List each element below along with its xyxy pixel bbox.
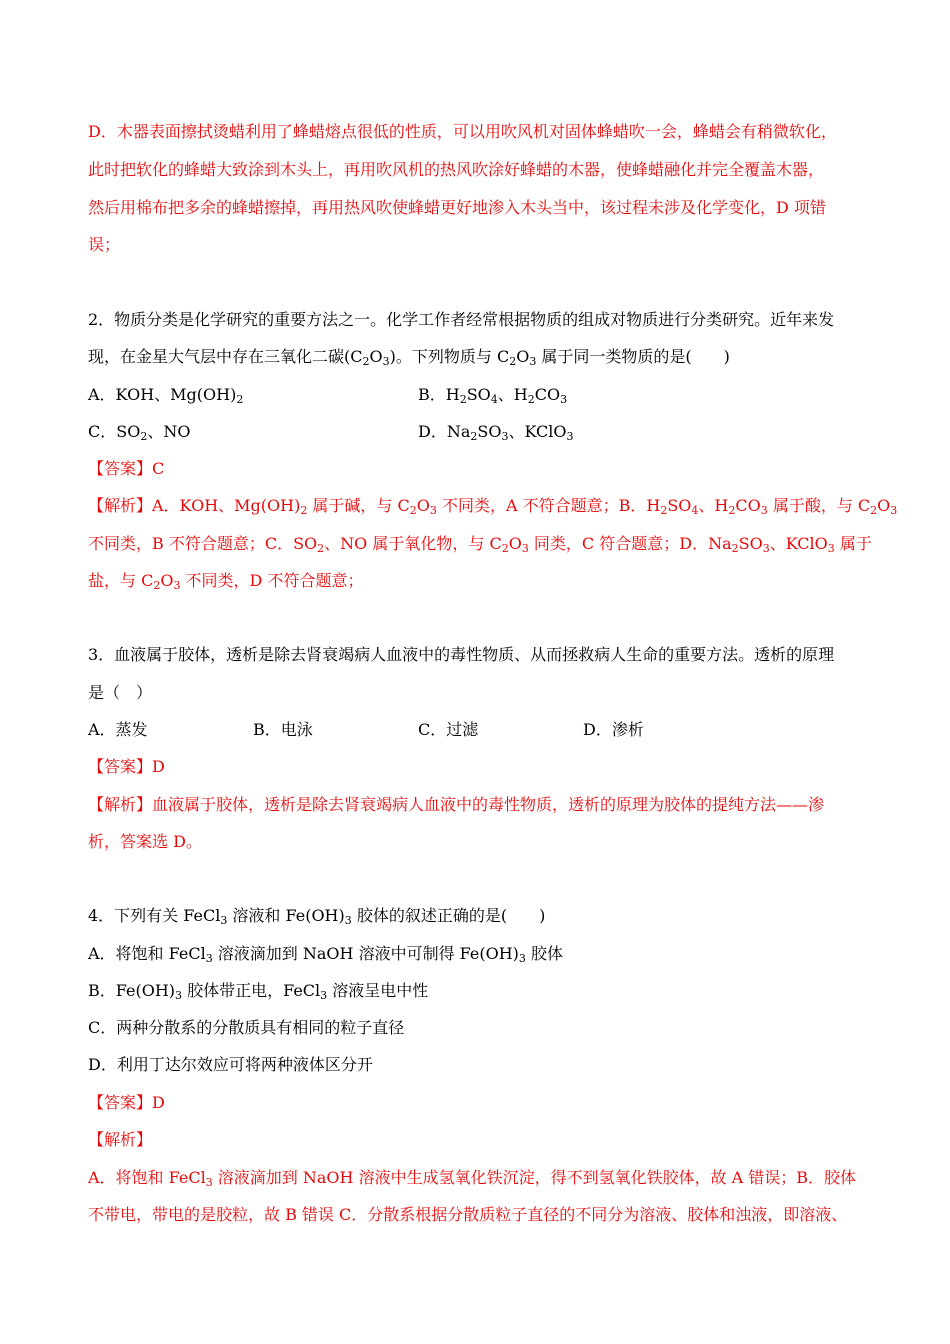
q2-answer: 【答案】C [88,459,165,478]
q4-explanation: 不带电，带电的是胶粒，故 B 错误 C．分散系根据分散质粒子直径的不同分为溶液、胶体和浊液，即溶液、 [88,1205,848,1224]
q4-stem: 4．下列有关 FeCl$_3$ 溶液和 $Fe(OH)_3$ 胶体的叙述正确的是( ) [88,906,546,927]
option-d-explanation-line: 误； [88,235,121,254]
q2-stem: 现，在金星大气层中存在三氧化二碳$(C_2O_3)$。下列物质与 $C_2O_3$ 属于同一类物质的是( ) [88,347,730,368]
q3-option-d: D．渗析 [583,720,644,739]
q3-explanation: 析，答案选 D。 [88,832,202,851]
q4-option-a: A．将饱和 FeCl$_3$ 溶液滴加到 NaOH 溶液中可制得 $Fe(OH)_3$ 胶体 [88,944,564,965]
q3-option-c: C．过滤 [418,720,479,739]
q3-options-row [88,720,848,742]
q2-option-c: C．$SO_2$、NO [88,422,191,443]
q2-explanation: 盐，与 $C_2O_3$ 不同类，D 不符合题意； [88,571,364,592]
q3-stem: 是（ ） [88,683,153,702]
q3-explanation: 【解析】血液属于胶体，透析是除去肾衰竭病人血液中的毒性物质，透析的原理为胶体的提纯方法——渗 [88,795,825,814]
q4-explanation: A．将饱和 FeCl$_3$ 溶液滴加到 NaOH 溶液中生成氢氧化铁沉淀，得不到氢氧化铁胶体，故 A 错误；B．胶体 [88,1168,857,1189]
q4-option-b: B．$Fe(OH)_3$ 胶体带正电，FeCl$_3$ 溶液呈电中性 [88,981,429,1002]
q4-answer: 【答案】D [88,1093,165,1112]
q2-options-row [88,422,848,444]
option-d-explanation-line: 然后用棉布把多余的蜂蜡擦掉，再用热风吹使蜂蜡更好地渗入木头当中，该过程未涉及化学变化，D 项错 [88,198,826,217]
option-d-explanation-line: 此时把软化的蜂蜡大致涂到木头上，再用吹风机的热风吹涂好蜂蜡的木器，使蜂蜡融化并完全覆盖木器， [88,160,825,179]
q4-option-d: D．利用丁达尔效应可将两种液体区分开 [88,1055,373,1074]
q4-explanation-title: 【解析】 [88,1130,153,1149]
q2-explanation: 不同类，B 不符合题意；C．$SO_2$、NO 属于氧化物，与 $C_2O_3$ 同类，C 符合题意；D．$Na_2SO_3$、KClO$_3$ 属于 [88,534,872,555]
q2-option-a: A．KOH、$Mg(OH)_2$ [88,385,244,406]
q2-explanation: 【解析】A．KOH、$Mg(OH)_2$ 属于碱，与 $C_2O_3$ 不同类，A 不符合题意；B．$H_2SO_4$、$H_2CO_3$ 属于酸，与 $C_2O_3$ [88,496,898,517]
q2-option-d: D．$Na_2SO_3$、KClO$_3$ [418,422,574,443]
q4-option-c: C．两种分散系的分散质具有相同的粒子直径 [88,1018,405,1037]
q2-stem: 2．物质分类是化学研究的重要方法之一。化学工作者经常根据物质的组成对物质进行分类研究。近年来发 [88,310,835,329]
q3-stem: 3．血液属于胶体，透析是除去肾衰竭病人血液中的毒性物质、从而拯救病人生命的重要方法。透析的原理 [88,645,835,664]
q3-answer: 【答案】D [88,757,165,776]
q3-option-a: A．蒸发 [88,720,148,739]
q2-options-row [88,385,848,407]
option-d-explanation-line: D．木器表面擦拭烫蜡利用了蜂蜡熔点很低的性质，可以用吹风机对固体蜂蜡吹一会，蜂蜡会有稍微软化， [88,122,837,141]
q3-option-b: B．电泳 [253,720,313,739]
q2-option-b: B．$H_2SO_4$、$H_2CO_3$ [418,385,568,406]
